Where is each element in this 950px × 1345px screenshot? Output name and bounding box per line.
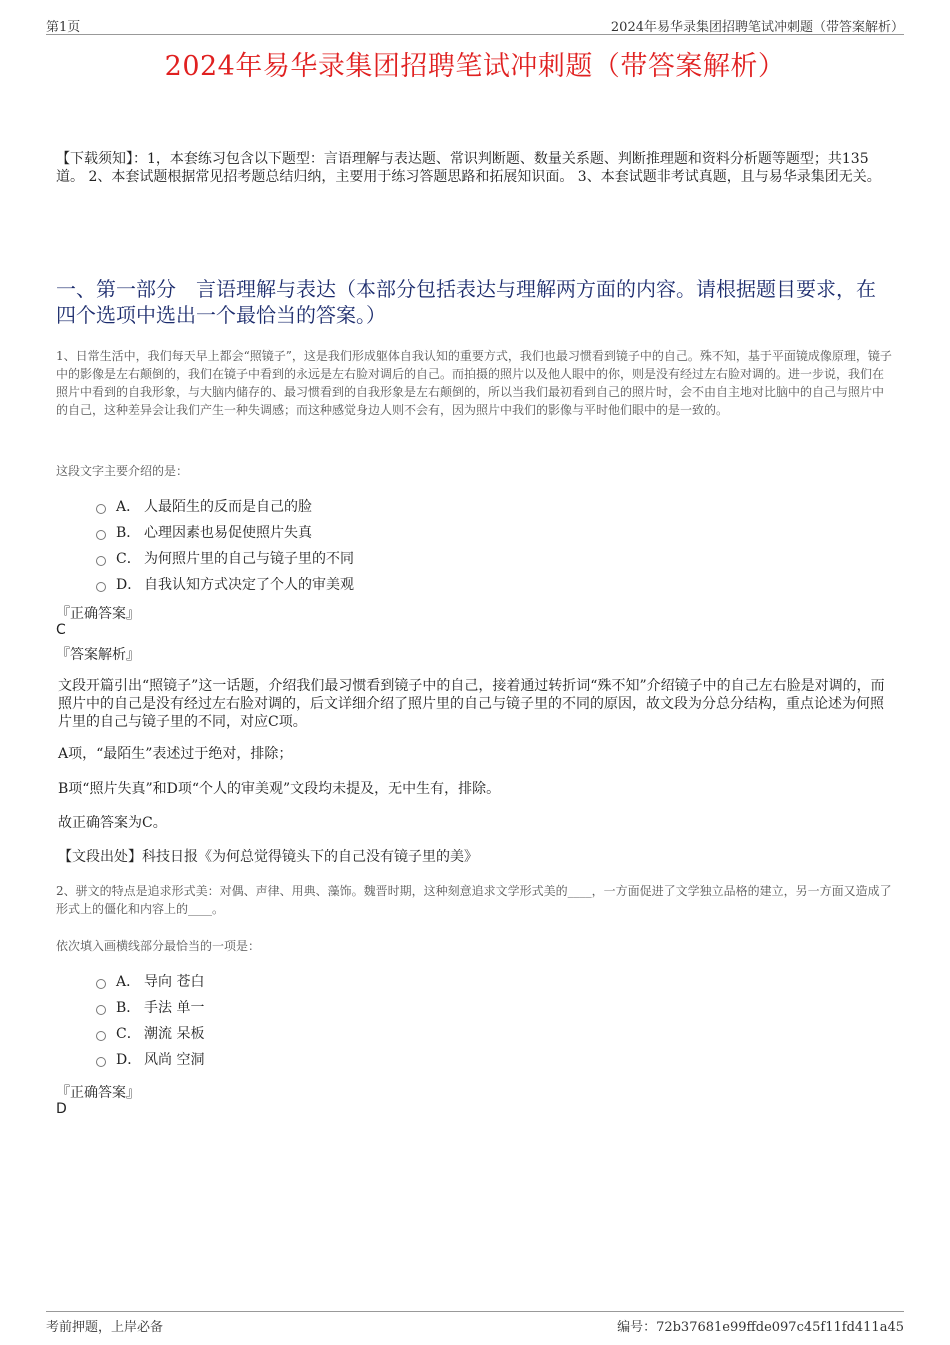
question-2-options: [96, 968, 204, 1072]
option-letter: D．: [116, 577, 142, 593]
radio-icon[interactable]: [96, 1031, 106, 1041]
correct-answer: C: [56, 622, 66, 638]
document-code: 编号：72b37681e99ffde097c45f11fd411a45: [617, 1320, 904, 1335]
option-text: 心理因素也易促使照片失真: [144, 525, 312, 541]
option-text: 为何照片里的自己与镜子里的不同: [144, 551, 354, 567]
analysis-label: 『答案解析』: [56, 647, 140, 663]
option-text: 手法 单一: [144, 1000, 205, 1016]
option-d[interactable]: [96, 571, 354, 597]
correct-answer-label: 『正确答案』: [56, 1085, 140, 1101]
option-a[interactable]: [96, 968, 204, 994]
section-heading: 一、第一部分 言语理解与表达（本部分包括表达与理解两方面的内容。请根据题目要求，在四个选项中选出一个最恰当的答案。）: [56, 277, 876, 327]
download-notice: 【下载须知】：1，本套练习包含以下题型：言语理解与表达题、常识判断题、数量关系题、判断推理题和资料分析题等题型；共135道。 2、本套试题根据常见招考题总结归纳，主要用于练习答题思路和拓展知识面。 3、本套试题非考试真题，且与易华录集团无关。: [56, 151, 881, 185]
source-citation: 【文段出处】科技日报《为何总觉得镜头下的自己没有镜子里的美》: [58, 849, 478, 865]
correct-answer: D: [56, 1101, 67, 1117]
option-d[interactable]: [96, 1046, 204, 1072]
radio-icon[interactable]: [96, 1057, 106, 1067]
option-letter: A．: [116, 499, 141, 515]
option-letter: D．: [116, 1052, 142, 1068]
option-text: 潮流 呆板: [144, 1026, 205, 1042]
radio-icon[interactable]: [96, 504, 106, 514]
option-text: 风尚 空洞: [144, 1052, 205, 1068]
option-letter: A．: [116, 974, 141, 990]
header-doc-title: 2024年易华录集团招聘笔试冲刺题（带答案解析）: [610, 20, 904, 35]
option-letter: C．: [116, 1026, 141, 1042]
option-text: 人最陌生的反而是自己的脸: [144, 499, 312, 515]
page-number: 第1页: [46, 20, 81, 35]
question-2-prompt: 依次填入画横线部分最恰当的一项是：: [56, 939, 261, 953]
radio-icon[interactable]: [96, 582, 106, 592]
analysis-paragraph: 文段开篇引出“照镜子”这一话题，介绍我们最习惯看到镜子中的自己，接着通过转折词“殊不知”介绍镜子中的自己左右脸是对调的，而照片中的自己是没有经过左右脸对调的，后文详细介绍了照片里的自己与镜子里的不同的原因，故文段为分总分结构，重点论述为何照片里的自己与镜子里的不同，对应C项。: [58, 678, 885, 730]
option-letter: C．: [116, 551, 141, 567]
question-1-prompt: 这段文字主要介绍的是：: [56, 464, 189, 478]
page-header: [46, 14, 904, 35]
option-c[interactable]: [96, 545, 354, 571]
analysis-paragraph: 故正确答案为C。: [58, 815, 167, 831]
page-footer: [46, 1311, 904, 1336]
analysis-paragraph: B项“照片失真”和D项“个人的审美观”文段均未提及，无中生有，排除。: [58, 781, 501, 797]
question-2-text: 2、骈文的特点是追求形式美：对偶、声律、用典、藻饰。魏晋时期，这种刻意追求文学形式美的____，一方面促进了文学独立品格的建立，另一方面又造成了形式上的僵化和内容上的____。: [56, 884, 892, 916]
option-c[interactable]: [96, 1020, 204, 1046]
option-letter: B．: [116, 525, 141, 541]
correct-answer-label: 『正确答案』: [56, 606, 140, 622]
radio-icon[interactable]: [96, 530, 106, 540]
analysis-paragraph: A项，“最陌生”表述过于绝对，排除；: [58, 746, 293, 762]
radio-icon[interactable]: [96, 979, 106, 989]
option-text: 自我认知方式决定了个人的审美观: [144, 577, 354, 593]
option-letter: B．: [116, 1000, 141, 1016]
footer-slogan: 考前押题，上岸必备: [46, 1320, 164, 1335]
option-text: 导向 苍白: [144, 974, 205, 990]
option-b[interactable]: [96, 519, 354, 545]
option-a[interactable]: [96, 493, 354, 519]
radio-icon[interactable]: [96, 1005, 106, 1015]
radio-icon[interactable]: [96, 556, 106, 566]
document-title: 2024年易华录集团招聘笔试冲刺题（带答案解析）: [164, 51, 786, 82]
option-b[interactable]: [96, 994, 204, 1020]
question-1-text: 1、日常生活中，我们每天早上都会“照镜子”，这是我们形成躯体自我认知的重要方式，我们也最习惯看到镜子中的自己。殊不知，基于平面镜成像原理，镜子中的影像是左右颠倒的，我们在镜子中看到的永远是左右脸对调后的自己。而拍摄的照片以及他人眼中的你，则是没有经过左右脸对调的。进一步说，我们在照片中看到的自我形象，与大脑内储存的、最习惯看到的自我形象是左右颠倒的，所以当我们最初看到自己的照片时，会不由自主地对比脑中的自己与照片中的自己，这种差异会让我们产生一种失调感；而这种感觉身边人则不会有，因为照片中我们的影像与平时他们眼中的是一致的。: [56, 349, 892, 417]
question-1-options: [96, 493, 354, 597]
